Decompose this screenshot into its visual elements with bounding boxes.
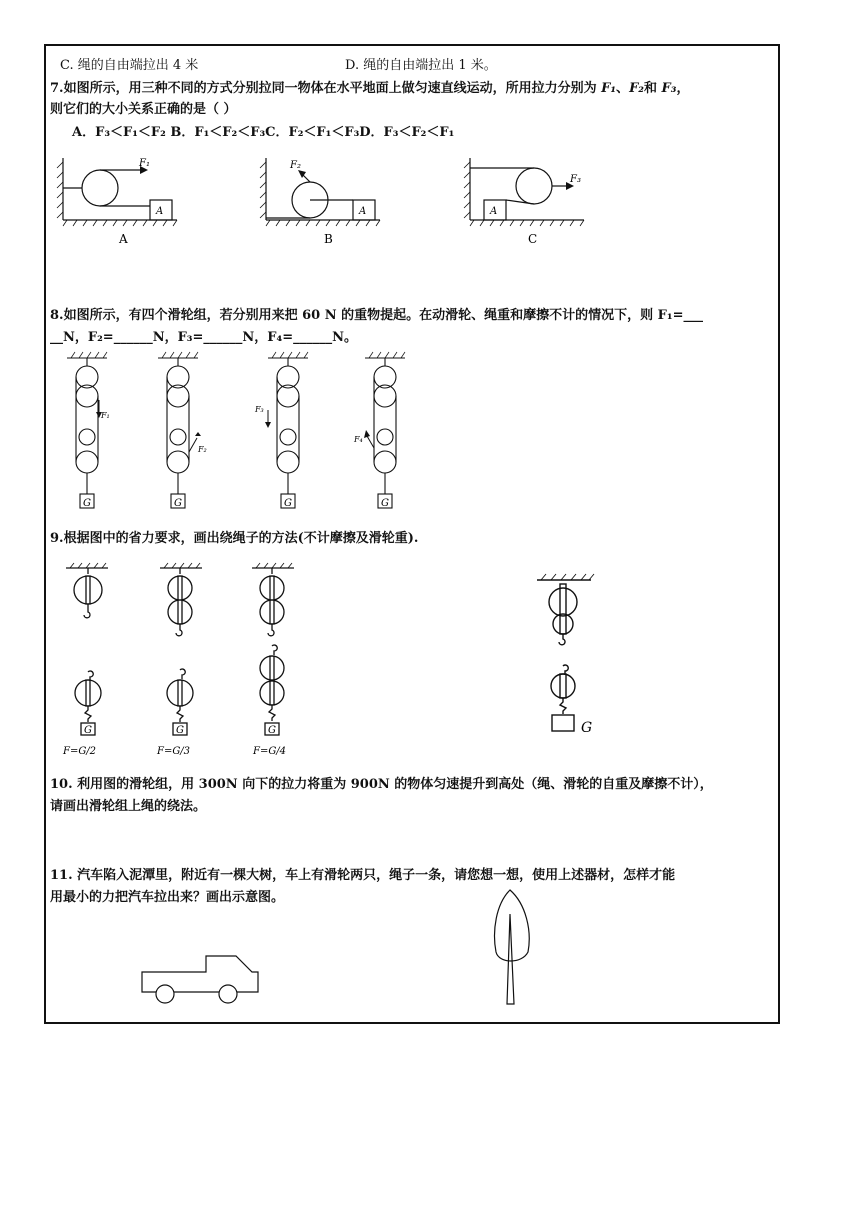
q10-pulley-figure — [533, 570, 613, 740]
q7-fig-c-block: A — [490, 206, 498, 217]
q7-fig-a-force: F₁ — [139, 158, 150, 169]
q11-line2: 用最小的力把汽车拉出来？画出示意图。 — [50, 890, 285, 905]
q8-line2: __N，F₂=______N，F₃=______N，F₄=______N。 — [50, 330, 357, 345]
q9-req-3: F=G/4 — [253, 746, 287, 757]
q8-f1: F₁ — [101, 411, 110, 420]
q9-pulley-figures — [60, 562, 320, 762]
q8-pulley-figures — [55, 352, 435, 517]
q8-g2: G — [174, 498, 182, 509]
q7-line1-text: 7.如图所示，用三种不同的方式分别拉同一物体在水平地面上做匀速直线运动，所用拉力分别为 — [50, 81, 597, 96]
q8-line1: 8.如图所示，有四个滑轮组，若分别用来把 60 N 的重物提起。在动滑轮、绳重和摩擦不计的情况下，则 F₁=___ — [50, 308, 703, 323]
q9-g1: G — [84, 725, 92, 736]
q7-fig-b-label: B — [324, 232, 333, 246]
q8-g1: G — [83, 498, 91, 509]
q7-options: A．F₃＜F₁＜F₂ B．F₁＜F₂＜F₃C．F₂＜F₁＜F₃D．F₃＜F₂＜F₁ — [72, 125, 455, 140]
car-drawing — [140, 952, 262, 1008]
q7-line2: 则它们的大小关系正确的是（ ） — [50, 102, 237, 117]
q7-fig-c-force: F₃ — [570, 174, 581, 185]
q6-option-d: D. 绳的自由端拉出 1 米。 — [345, 58, 497, 73]
q7-fig-b-force: F₂ — [290, 160, 301, 171]
tree-drawing — [490, 886, 536, 1008]
q8-g3: G — [284, 498, 292, 509]
q10-line2: 请画出滑轮组上绳的绕法。 — [50, 799, 207, 814]
q9-line: 9.根据图中的省力要求，画出绕绳子的方法(不计摩擦及滑轮重). — [50, 531, 419, 546]
q8-g4: G — [381, 498, 389, 509]
q7-fig-b-block: A — [359, 206, 367, 217]
q6-option-c: C. 绳的自由端拉出 4 米 — [60, 58, 199, 73]
q7-f3: F₃ — [661, 81, 677, 96]
q8-f3: F₃ — [255, 405, 264, 414]
q7-figure-b — [258, 150, 388, 250]
q7-fig-a-label: A — [119, 232, 128, 246]
q8-f2: F₂ — [198, 445, 207, 454]
q9-req-2: F=G/3 — [157, 746, 191, 757]
q10-line1: 10. 利用图的滑轮组，用 300N 向下的拉力将重为 900N 的物体匀速提升到高处（绳、滑轮的自重及摩擦不计）， — [50, 777, 713, 792]
q7-fig-c-label: C — [528, 232, 538, 246]
q7-figure-a — [55, 150, 185, 250]
q7-line1: 7.如图所示，用三种不同的方式分别拉同一物体在水平地面上做匀速直线运动，所用拉力分别为 F₁、F₂和 F₃， — [50, 81, 690, 96]
q7-f1: F₁ — [601, 81, 617, 96]
q10-g: G — [581, 720, 593, 736]
q9-g3: G — [268, 725, 276, 736]
q9-req-1: F=G/2 — [63, 746, 97, 757]
q8-f4: F₄ — [354, 435, 363, 444]
q7-and: 和 — [644, 81, 658, 96]
q7-f2: F₂ — [629, 81, 644, 96]
q7-figure-c — [462, 150, 592, 250]
q7-fig-a-block: A — [156, 206, 164, 217]
q9-g2: G — [176, 725, 184, 736]
q11-line1: 11. 汽车陷入泥潭里，附近有一棵大树，车上有滑轮两只，绳子一条，请您想一想，使用上述器材，怎样才能 — [50, 868, 676, 883]
